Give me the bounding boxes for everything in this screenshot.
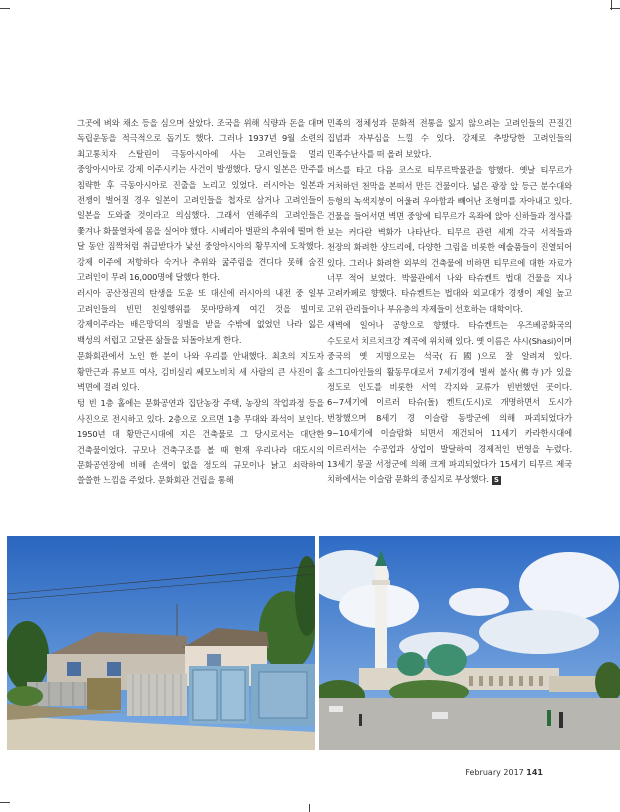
- paragraph: 문화회관에서 노인 한 분이 나와 우리를 안내했다. 최초의 지도자 황만근과 류보프 여사, 김비실리 쎄모노비치 세 사람의 큰 사진이 홀 벽면에 걸려 있다.: [77, 351, 324, 392]
- article-right-column: [327, 116, 572, 489]
- mosque-photo: [319, 536, 620, 750]
- village-photo-illustration: [7, 536, 315, 750]
- paragraph: 그곳에 벼와 채소 등을 심으며 살았다. 조국을 위해 식량과 돈을 대며 독립운동을 적극적으로 돕기도 했다. 그러나 1937년 9월 소련의 최고통치자 스탈린이 극동아시아에 사는 고려인들을 멀리 중앙아시아로 강제 이주시키는 사건이 발생했다. 당시 일본은 만주를 침략한 후 극동아시아로 진출을 노리고 있었다. 러시아는 일본과 전쟁이 벌어질 경우 일본이 고려인들을 첩자로 삼거나 고려인들이 일본을 도와줄 것이라고 의심했다. 그래서 연해주의 고려인들은 쫓겨나 화물열차에 몸을 실어야 했다. 시베리아 벌판의 추위에 떨며 한 달 동안 짐짝처럼 취급받다가 낯선 중앙아시아의 황무지에 도착했다. 강제 이주에 저항하다 숙거나 추위와 굶주림을 견디다 못해 숨진 고려인이 무려 16,000명에 달했다 한다.: [77, 118, 324, 283]
- village-photo: [7, 536, 315, 750]
- issue-month: February 2017: [465, 768, 524, 777]
- paragraph-text: 새벽에 일어나 공항으로 향했다. 타슈켄트는 우즈베공화국의 수도로서 치르치크강 계곡에 위치해 있다. 옛 이름은 샤시(Shasi)이며 중국의 옛 지명으로는 석국(石國)으로 잘 알려져 있다. 소그디아인들의 활동무대로서 7세기경에 벌써 불사(佛寺)가 있을 정도로 인도를 비롯한 서역 각지와 교류가 빈번했던 곳이다. 6~7세기에 이르러 타슈(돌) 켄트(도시)로 개명하면서 도시가 번창했으며 8세기 경 이슬람 동방군에 의해 파괴되었다가 9~10세기에 이슬람화 되면서 재건되어 11세기 카라한시대에 이르러서는 수공업과 상업이 발달하여 경제적인 번영을 누렸다. 13세기 몽골 서정군에 의해 크게 파괴되었다가 15세기 티무르 제국 치하에서는 이슬람 문화의 중심지로 부상했다.: [327, 320, 572, 485]
- crop-mark-top-right-v: [611, 0, 612, 10]
- paragraph: 러시아 공산정권의 탄생을 도운 또 대신에 러시아의 내전 중 일부 고려인들의 빈민 친일행위를 못마땅하게 여긴 것을 빌미로 강제이주라는 배은망덕의 징벌을 받을 수밖에 없었던 나라 잃은 백성의 서럽고 고달픈 삶들을 되돌아보게 한다.: [77, 288, 324, 345]
- paragraph: 버스를 타고 다음 코스로 티무르박물관을 향했다. 옛날 티무르가 거처하던 천막을 본떠서 만든 건물이다. 넓은 광장 앞 등근 분수대와 등형의 녹색지붕이 어울려 우아함과 빼어난 조형미를 자아내고 있다. 건물을 들어서면 벽면 중앙에 티무르가 옥좌에 앉아 신하들과 정사를 보는 커다란 벽화가 나타난다. 티무르 관련 세계 각국 서적들과 천장의 화려한 샹드리에, 다양한 그림을 비롯한 예술품들이 진열되어 있다. 그러나 화려한 외부의 건축물에 비하면 티무르에 대한 자료가 너무 적어 보였다. 박물관에서 나와 타슈켄트 법대 건물을 지나 고려카페로 향했다. 타슈켄트는 법대와 외교대가 경쟁이 제일 높고 고위 관리들이나 부유층의 자제들이 선호하는 대학이다.: [327, 165, 572, 314]
- crop-mark-top-left: [0, 8, 10, 9]
- paragraph: 민족의 정체성과 문화적 전통을 잃지 않으려는 고려인들의 끈질긴 집념과 자부심을 느낄 수 있다. 강제로 추방당한 고려인들의 민족수난사를 떠 올려 보았다.: [327, 118, 572, 159]
- article-left-column: [77, 116, 324, 490]
- mosque-photo-illustration: [319, 536, 620, 750]
- paragraph: 텅 빈 1층 홀에는 문화공연과 집단농장 주택, 농장의 작업과정 등을 사진으로 전시하고 있다. 2층으로 오르면 1층 무대와 좌석이 보인다. 1950년 대 황만근시대에 지은 건축물로 그 당시로서는 대단한 건축물이었다. 규모나 건축구조를 볼 때 현재 우리나라 대도시의 문화공연장에 비해 손색이 없을 정도의 규모이나 낡고 쇠락하여 쓸쓸한 느낌을 주었다. 문화회관 건립을 통해: [77, 398, 324, 486]
- crop-mark-bottom-center: [309, 804, 310, 812]
- article-end-mark: S: [493, 476, 499, 485]
- crop-mark-bottom-left: [0, 802, 10, 803]
- page-footer: [465, 768, 543, 777]
- paragraph-last: [327, 318, 572, 487]
- page-number: 141: [526, 768, 543, 777]
